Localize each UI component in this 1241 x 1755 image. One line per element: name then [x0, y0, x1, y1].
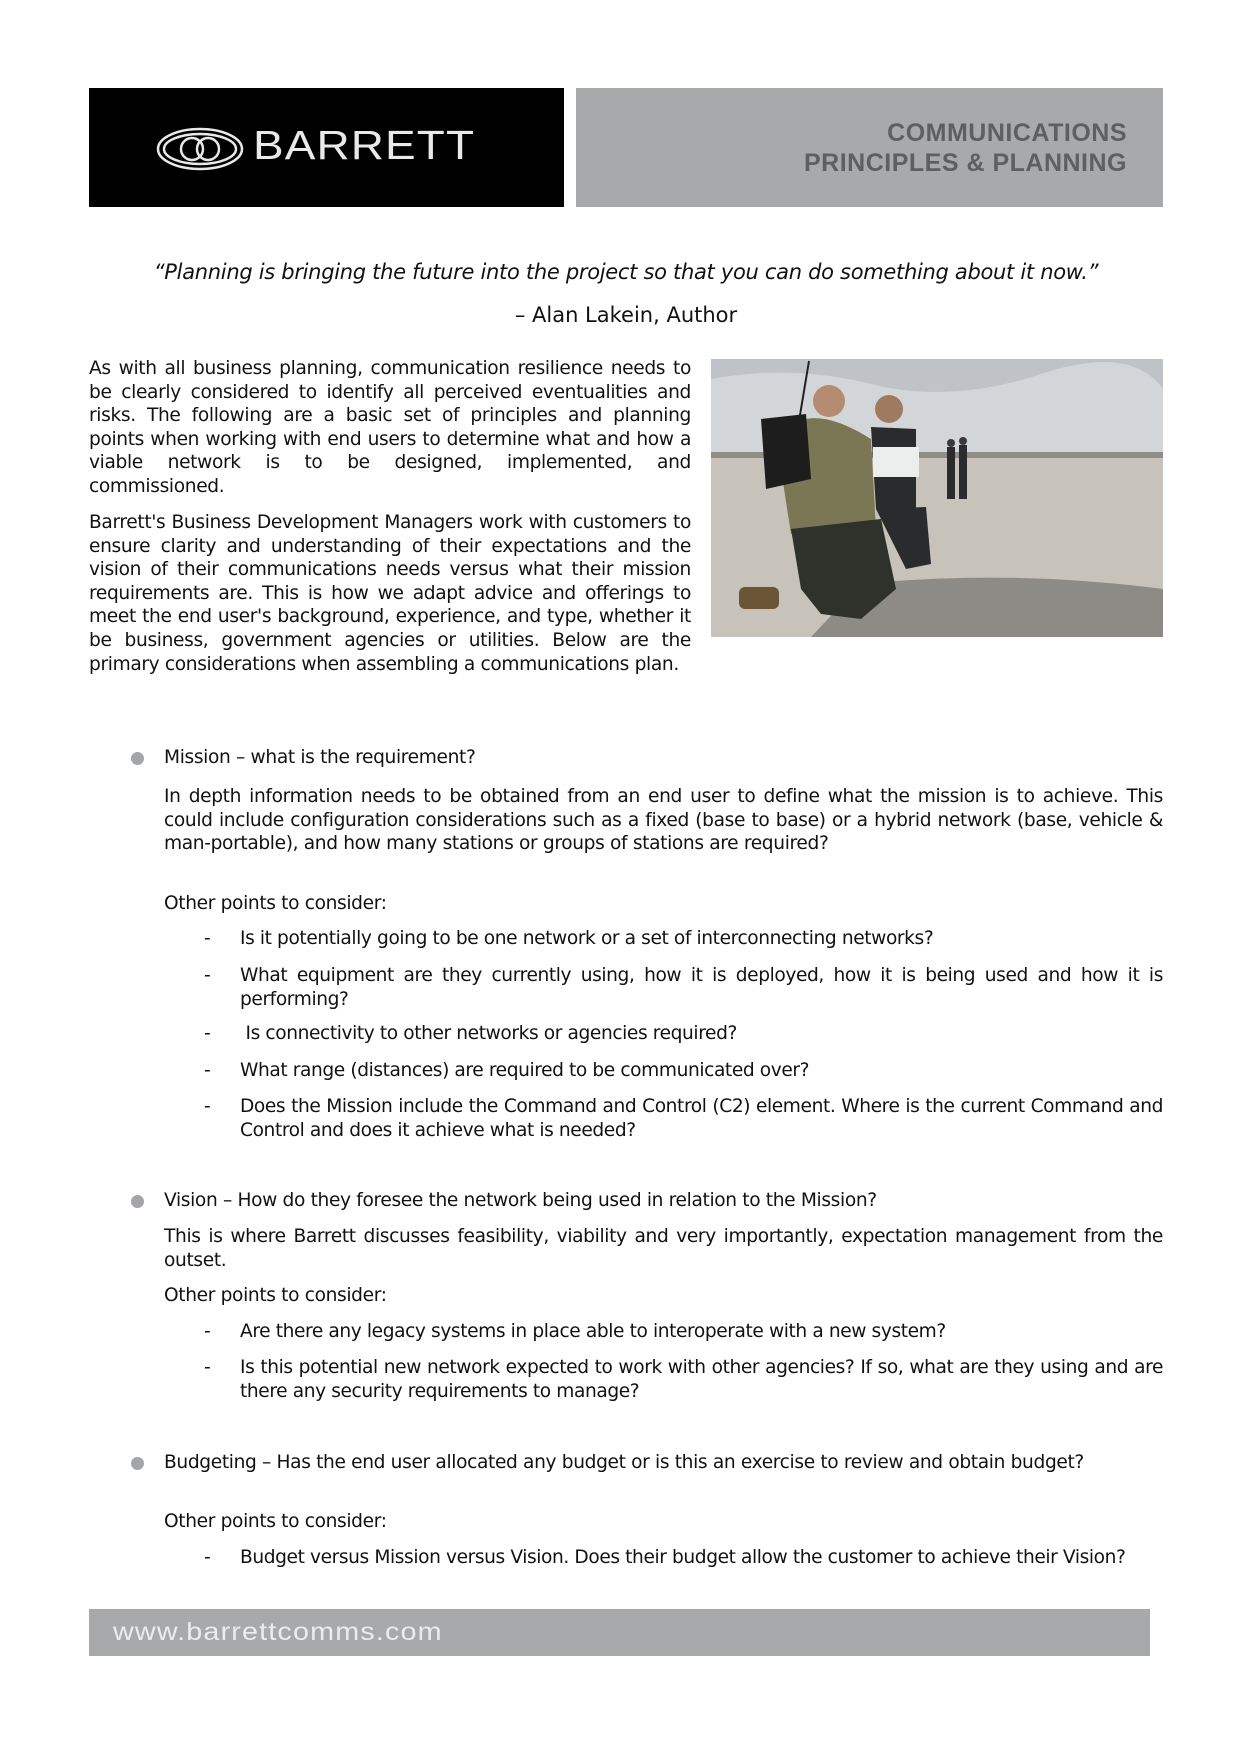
dash-icon: -	[204, 1060, 211, 1081]
section-heading-vision: Vision – How do they foresee the network being used in relation to the Mission?	[164, 1190, 877, 1211]
other-points-label: Other points to consider:	[164, 1511, 387, 1532]
epigraph-author: – Alan Lakein, Author	[514, 303, 738, 327]
footer-bar	[89, 1609, 1150, 1656]
list-item: Is it potentially going to be one network or a set of interconnecting networks?	[240, 928, 934, 949]
section-heading-mission: Mission – what is the requirement?	[164, 747, 476, 768]
dash-icon: -	[204, 1547, 211, 1568]
dash-icon: -	[204, 1321, 211, 1342]
section-heading-budgeting: Budgeting – Has the end user allocated any budget or is this an exercise to review and obtain budget?	[164, 1452, 1084, 1473]
section-description-mission: In depth information needs to be obtained from an end user to define what the mission is to achieve. This could include configuration considerations such as a fixed (base to base) or a hybrid network (base, vehicle & man-portable), and how many stations or groups of stations are required?	[164, 786, 1163, 855]
dash-icon: -	[204, 928, 211, 949]
field-team-photo	[711, 359, 1163, 637]
list-item: What range (distances) are required to be communicated over?	[240, 1060, 810, 1081]
list-item: Are there any legacy systems in place able to interoperate with a new system?	[240, 1321, 946, 1342]
dash-icon: -	[204, 1023, 211, 1044]
list-item: Is connectivity to other networks or agencies required?	[240, 1023, 737, 1044]
dash-icon: -	[204, 1357, 211, 1378]
title-line-2: PRINCIPLES & PLANNING	[803, 149, 1127, 177]
header-logo-panel	[89, 88, 564, 207]
bullet-icon	[131, 752, 144, 765]
barrett-logo-icon	[155, 126, 245, 172]
bullet-icon	[131, 1457, 144, 1470]
section-description-vision: This is where Barrett discusses feasibility, viability and very importantly, expectation management from the outset.	[164, 1226, 1163, 1271]
list-item: What equipment are they currently using, how it is deployed, how it is being used and how it is performing?	[240, 965, 1163, 1010]
other-points-label: Other points to consider:	[164, 1285, 387, 1306]
logo-wordmark: BARRETT	[253, 122, 476, 168]
document-title	[804, 118, 1127, 178]
dash-icon: -	[204, 965, 211, 986]
intro-paragraph-2: Barrett's Business Development Managers work with customers to ensure clarity and understanding of their expectations and the vision of their communications needs versus what their mission requirements are. This is how we adapt advice and offerings to meet the end user's background, experience, and type, whether it be business, government agencies or utilities. Below are the primary considerations when assembling a communications plan.	[89, 512, 691, 675]
photo-illustration	[711, 359, 1163, 637]
title-line-1: COMMUNICATIONS	[887, 119, 1127, 147]
epigraph-quote: “Planning is bringing the future into the project so that you can do something about it now.”	[153, 260, 1099, 284]
list-item: Does the Mission include the Command and Control (C2) element. Where is the current Command and Control and does it achieve what is needed?	[240, 1096, 1163, 1141]
header-title-panel	[576, 88, 1163, 207]
bullet-icon	[131, 1195, 144, 1208]
intro-paragraph-1: As with all business planning, communication resilience needs to be clearly considered to identify all perceived eventualities and risks. The following are a basic set of principles and planning points when working with end users to determine what and how a viable network is to be designed, implemented, and commissioned.	[89, 358, 691, 497]
list-item: Budget versus Mission versus Vision. Does their budget allow the customer to achieve their Vision?	[240, 1547, 1126, 1568]
website-link[interactable]: www.barrettcomms.com	[113, 1618, 443, 1646]
list-item: Is this potential new network expected to work with other agencies? If so, what are they using and are there any security requirements to manage?	[240, 1357, 1163, 1402]
dash-icon: -	[204, 1096, 211, 1117]
other-points-label: Other points to consider:	[164, 893, 387, 914]
